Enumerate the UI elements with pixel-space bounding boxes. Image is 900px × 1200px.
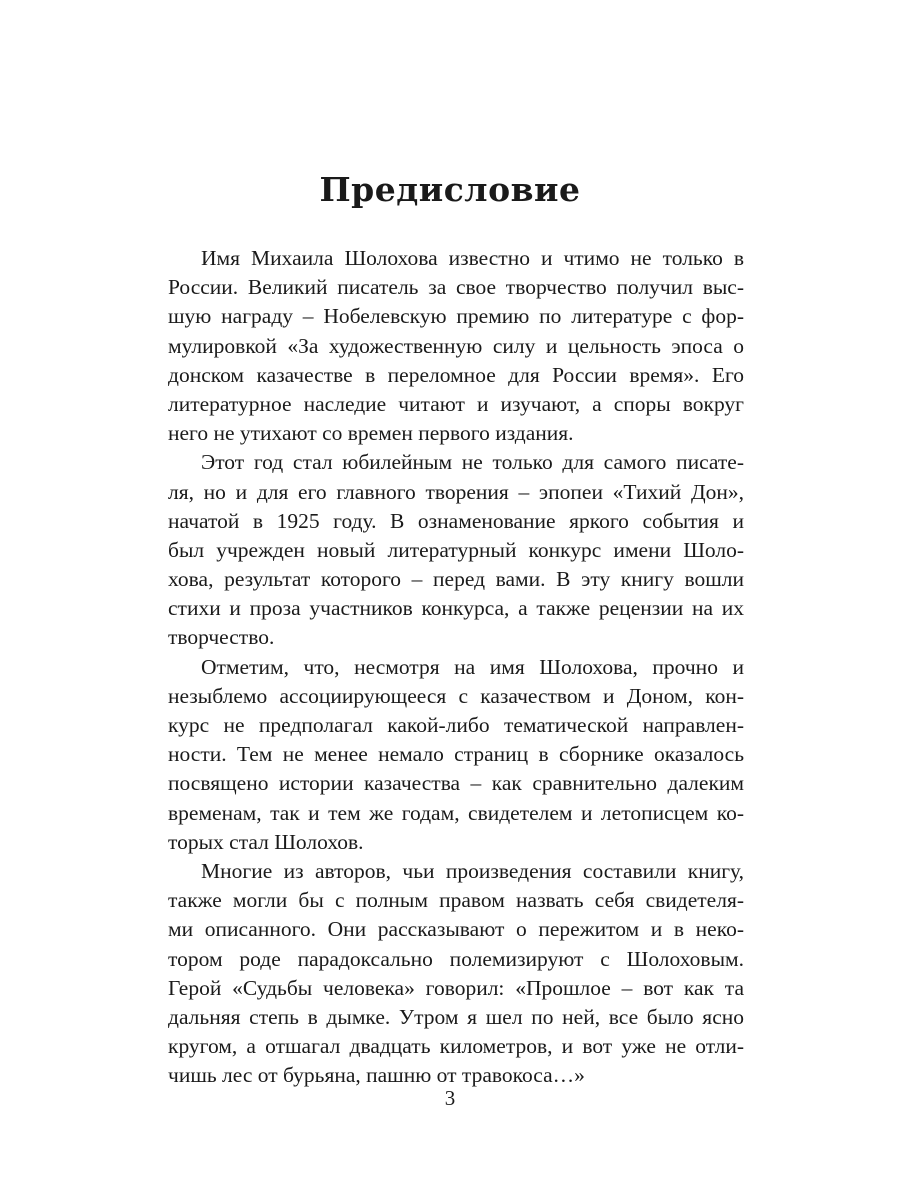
body-text [168,244,744,1090]
text-line: ности. Тем не менее немало страниц в сборнике оказалось [168,742,744,767]
text-line: творчество. [168,625,275,650]
text-line: хова, результат которого – перед вами. В эту книгу вошли [168,567,744,592]
text-line: Герой «Судьбы человека» говорил: «Прошлое – вот как та [168,975,744,1000]
paragraph-3 [168,653,744,857]
page-title: Предисловие [319,170,581,209]
text-line: торых стал Шолохов. [168,829,364,854]
text-line: мулировкой «За художественную силу и цельность эпоса о [168,333,744,358]
text-line: Многие из авторов, чьи произведения составили книгу, [201,858,744,883]
text-line: донском казачестве в переломное для России время». Его [168,362,744,387]
page-number: 3 [444,1086,456,1110]
text-line: посвящено истории казачества – как сравнительно далеким [168,771,744,796]
text-line: Отметим, что, несмотря на имя Шолохова, прочно и [201,654,744,679]
text-line: дальняя степь в дымке. Утром я шел по ней, все было ясно [168,1004,744,1029]
text-line: был учрежден новый литературный конкурс имени Шоло- [168,537,744,562]
text-line: стихи и проза участников конкурса, а также рецензии на их [168,596,744,621]
paragraph-4 [168,857,744,1091]
text-line: курс не предполагал какой-либо тематической направлен- [168,713,744,737]
text-line: начатой в 1925 году. В ознаменование яркого события и [168,508,744,533]
text-line: литературное наследие читают и изучают, а споры вокруг [168,391,744,416]
text-line: него не утихают со времен первого издания. [168,421,574,446]
text-line: кругом, а отшагал двадцать километров, и вот уже не отли- [168,1034,744,1059]
text-line: шую награду – Нобелевскую премию по литературе с фор- [168,304,744,329]
text-line: ми описанного. Они рассказывают о пережитом и в неко- [168,917,744,942]
paragraph-2 [168,448,744,652]
text-line: ля, но и для его главного творения – эпопеи «Тихий Дон», [168,479,744,504]
text-line: Имя Михаила Шолохова известно и чтимо не только в [201,246,744,270]
text-line: Этот год стал юбилейным не только для самого писате- [201,450,744,475]
text-line: незыблемо ассоциирующееся с казачеством и Доном, кон- [168,683,744,708]
text-line: также могли бы с полным правом назвать себя свидетеля- [168,888,744,913]
text-line: чишь лес от бурьяна, пашню от травокоса…» [168,1063,585,1088]
text-line: временам, так и тем же годам, свидетелем и летописцем ко- [168,800,744,825]
paragraph-1 [168,244,744,448]
text-line: тором роде парадоксально полемизируют с Шолоховым. [168,946,744,971]
text-line: России. Великий писатель за свое творчество получил выс- [168,275,744,300]
